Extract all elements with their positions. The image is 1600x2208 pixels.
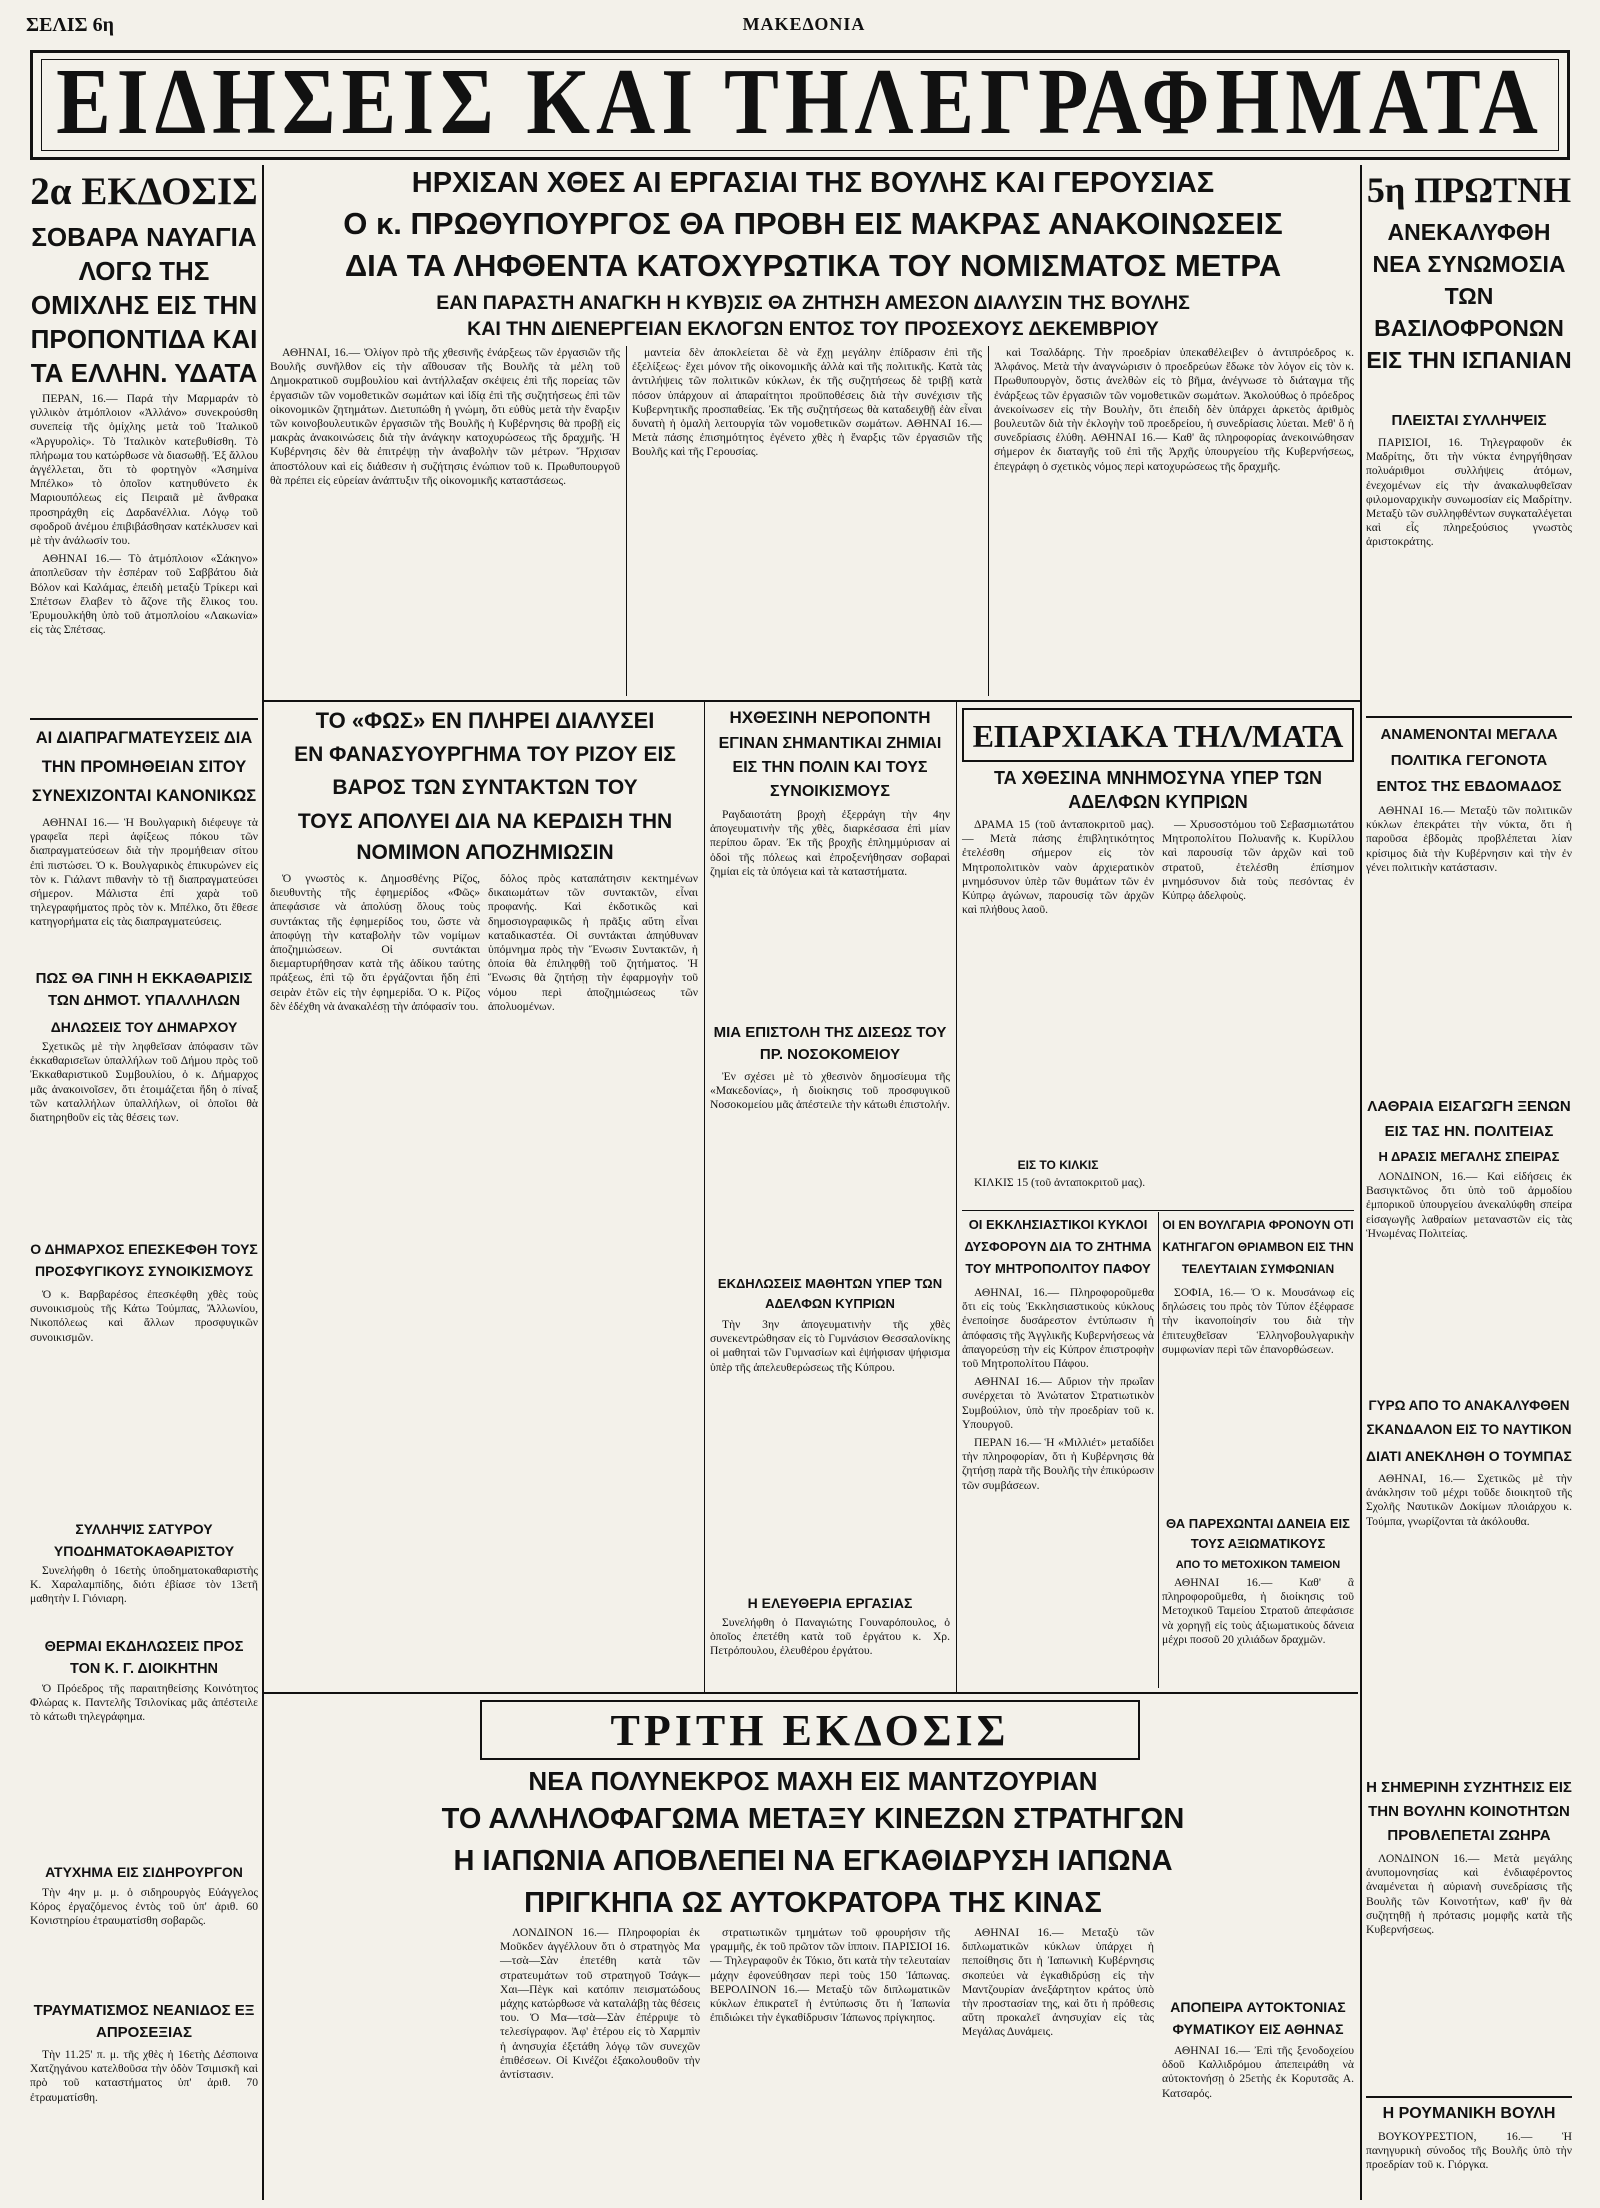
third-headline-manchuria: ΝΕΑ ΠΟΛΥΝΕΚΡΟΣ ΜΑΧΗ ΕΙΣ ΜΑΝΤΖΟΥΡΙΑΝ: [528, 1766, 1098, 1796]
eparchiaka-article-col1: ΔΡΑΜΑ 15 (τοῦ ἀνταποκριτοῦ μας).— Μετὰ πάσης ἐπιβλητικότητος ἐτελέσθη σήμερον εἰς τὸν Μητροπολιτικὸν ναὸν ἀρχιερατικὸν μνημόσυνον ὑπὲρ τῶν θυμάτων τῶν ἐν Κύπρῳ ἀγώνων, παρουσίᾳ τῶν ἀρχῶν καὶ πλήθους λαοῦ.: [962, 818, 1154, 917]
main-article-col3: καὶ Τσαλδάρης. Τὴν προεδρίαν ὑπεκαθέλειβεν ὁ ἀντιπρόεδρος κ. Ἀλφάνος. Μετὰ τὴν ἀναγνώρισιν ὁ προεδρεύων ἔδωκε τὸν λόγον εἰς τὸν κ. Πρωθυπουργὸν, ὅστις ἀνελθὼν εἰς τὸ βῆμα, ἀνέγνωσε τὸ διάταγμα τῆς ἐνάρξεως τῶν ἐργασιῶν τῶν νομοθετικῶν σωμάτων. Ἀκολούθως ὁ πρόεδρος ἀνεκοίνωσεν εἰς τὴν Βουλὴν, ὅτι ἐπειδὴ δὲν ὑπάρχει ἀρκετὸς ἀριθμὸς βουλευτῶν διὰ τὴν ἐκλογὴν τοῦ προεδρείου, ἡ συνεδρίασις λύεται. Μεθ' ὃ ἡ συνεδρίασις ἐλύθη. ΑΘΗΝΑΙ 16.— Καθ' ἃς πληροφορίας ἀνεκοινώθησαν σήμερον ἐκ διαταγῆς τοῦ ἐπὶ τῆς Ἀρχῆς ὑπουργείου τῆς Κυβερνήσεως, ἐπεγράφη ὁ σχετικὸς νόμος περὶ κατοχυρώσεως τῆς δραχμῆς.: [994, 346, 1354, 473]
section-banner: [30, 50, 1570, 160]
riza-article-col2: δόλος πρὸς καταπάτησιν κεκτημένων δικαιωμάτων τῶν συντακτῶν, εἶναι προφανής. Καὶ ἐκδοτικῶς καὶ δημοσιογραφικῶς ἡ πρᾶξις αὕτη εἶναι καταδικαστέα. Οἱ συντάκται ἀπηύθυναν ὑπόμνημα πρὸς τὴν Ἕνωσιν Συντακτῶν, ἡ ὁποία θὰ ἐπιληφθῇ τοῦ ζητήματος. Ἡ Ἕνωσις θὰ ζητήσῃ τὴν ἐφαρμογὴν τοῦ νόμου περὶ ἀποζημιώσεως τῶν ἀπολυομένων.: [488, 872, 698, 1013]
left-headline-municipal: ΠΩΣ ΘΑ ΓΙΝΗ Η ΕΚΚΑΘΑΡΙΣΙΣ ΤΩΝ ΔΗΜΟΤ. ΥΠΑΛΛΗΛΩΝ: [35, 970, 253, 1009]
loans-article: ΑΘΗΝΑΙ 16.— Καθ' ἃ πληροφοροῦμεθα, ἡ διοίκησις τοῦ Μετοχικοῦ Ταμείου Στρατοῦ ἀπεφάσισε νὰ χορηγῇ εἰς τοὺς ἀξιωματικοὺς δάνεια μέχρι ποσοῦ 20 χιλιάδων δραχμῶν.: [1162, 1576, 1354, 1646]
left-subhead-mayor: ΔΗΛΩΣΕΙΣ ΤΟΥ ΔΗΜΑΡΧΟΥ: [50, 1019, 238, 1035]
column-rule: [704, 702, 705, 1692]
eparchiaka-banner: ΕΠΑΡΧΙΑΚΑ ΤΗΛ/ΜΑΤΑ: [972, 718, 1344, 754]
newspaper-name: ΜΑΚΕΔΟΝΙΑ: [742, 14, 866, 34]
right-article-scandal: ΑΘΗΝΑΙ, 16.— Σχετικῶς μὲ τὴν ἀνάκλησιν τοῦ μέχρι τοῦδε διοικητοῦ τῆς Σχολῆς Ναυτικῶν Δοκίμων πλοιάρχου κ. Τούμπα, γνωρίζονται τὰ ἀκόλουθα.: [1366, 1472, 1572, 1528]
labor-headline: Η ΕΛΕΥΘΕΡΙΑ ΕΡΓΑΣΙΑΣ: [747, 1595, 913, 1611]
labor-article: Συνελήφθη ὁ Παναγιώτης Γουναρόπουλος, ὁ ὁποῖος ἐπετέθη κατὰ τοῦ ἐργάτου κ. Χρ. Πετρόπουλου, ἐλευθέρου ἐργάτου.: [710, 1616, 950, 1658]
horizontal-rule: [264, 700, 1360, 702]
left-article-municipal: Σχετικῶς μὲ τὴν ληφθεῖσαν ἀπόφασιν τῶν ἐκκαθαρισεῖων ὑπαλλήλων τοῦ Δήμου πρὸς τοῦ Ἐκκαθαριστικοῦ Συμβουλίου, ὁ κ. Δήμαρχος μᾶς ἀνακοινοῖσεν, ὅτι ἐτοιμάζεται ἤδη ὁ πίναξ τῶν καταλλήλων ὑπαλλήλων, οἱ ὁποῖοι θὰ διατηρηθοῦν εἰς τὰς θέσεις των.: [30, 1040, 258, 1125]
right-article-commons: ΛΟΝΔΙΝΟΝ 16.— Μετὰ μεγάλης ἀνυπομονησίας καὶ ἐνδιαφέροντος ἀναμένεται ἡ αὐριανὴ συνεδρίασις τῆς Βουλῆς τῶν Κοινοτήτων, καθ' ἣν θὰ συζητηθῇ ἡ πρότασις μομφῆς κατὰ τῆς Κυβερνήσεως.: [1366, 1852, 1572, 1937]
paphos-article: ΑΘΗΝΑΙ, 16.— Πληροφοροῦμεθα ὅτι εἰς τοὺς Ἐκκλησιαστικοὺς κύκλους ἐνεποίησε δυσάρεστον ἐντύπωσιν ἡ ἀπόφασις τῆς Ἀγγλικῆς Κυβερνήσεως νὰ ἀπαγορεύσῃ τὴν εἰς Κύπρον ἐπιστροφὴν τοῦ Μητροπολίτου Πάφου. ΑΘΗΝΑΙ 16.— Αὔριον τὴν πρωΐαν συνέρχεται τὸ Ἀνώτατον Στρατιωτικὸν Συμβούλιον, ὑπὸ τὴν προεδρίαν τοῦ κ. Υπουργοῦ. ΠΕΡΑΝ 16.— Ἡ «Μιλλιέτ» μεταδίδει τὴν πληροφορίαν, ὅτι ἡ Κυβέρνησις θὰ ζητήσῃ παρὰ τῆς Βουλῆς τὴν ἐπικύρωσιν τῶν συμβάσεων.: [962, 1286, 1154, 1492]
neropontis-headline: ΗΧΘΕΣΙΝΗ ΝΕΡΟΠΟΝΤΗ: [729, 708, 931, 727]
left-article-governor: Ὁ Πρόεδρος τῆς παραιτηθείσης Κοινότητος Φλώρας κ. Παντελῆς Τσιλονίκας μᾶς ἀπέστειλε τὸ κάτωθι τηλεγράφημα.: [30, 1682, 258, 1724]
right-subhead-ring: Η ΔΡΑΣΙΣ ΜΕΓΑΛΗΣ ΣΠΕΙΡΑΣ: [1378, 1149, 1560, 1164]
riza-headline-fos: ΤΟ «ΦΩΣ» ΕΝ ΠΛΗΡΕΙ ΔΙΑΛΥΣΕΙ: [315, 708, 655, 733]
main-article-col1: ΑΘΗΝΑΙ, 16.— Ὀλίγον πρὸ τῆς χθεσινῆς ἐνάρξεως τῶν ἐργασιῶν τῆς Βουλῆς συνῆλθον εἰς τὴν αἴθουσαν τῆς Βουλῆς τὰ μέλη τοῦ Δημοκρατικοῦ συμβουλίου καὶ ἀντήλλαξαν σκέψεις ἐπὶ τῆς πορείας τῶν ἐργασιῶν τῶν νομοθετικῶν σωμάτων καὶ ἰδίᾳ ἐπὶ τῆς συζητήσεως ἐπὶ τῶν οἰκονομικῶν ζητημάτων. Διετυπώθη ἡ γνώμη, ὅτι εὐθὺς μετὰ τὴν ἔναρξιν τῶν κοινοβουλευτικῶν ἐργασιῶν τῆς Βουλῆς ἡ Κυβέρνησις θὰ προβῇ εἰς μακρὰς ἀνακοινώσεις διὰ τὴν ἀνάγκην κατοχυρώσεως τῆς δραχμῆς. Ἡ Κυβέρνησις δὲν θὰ ἐπιτρέψῃ τὴν ἀναβολὴν τῶν μέτρων. Ἥρχισαν ἀποστόλουν καὶ εἰς διάθεσιν ἡ συζήτησις ἐνώπιον τοῦ κ. Πρωθυπουργοῦ θὰ πρέπει εἰς εὐρείαν ἀνάπτυξιν τῆς οἰκονομικῆς καταστάσεως.: [270, 346, 620, 487]
left-headline-mayor-visit: Ο ΔΗΜΑΡΧΟΣ ΕΠΕΣΚΕΦΘΗ ΤΟΥΣ ΠΡΟΣΦΥΓΙΚΟΥΣ ΣΥΝΟΙΚΙΣΜΟΥΣ: [30, 1241, 258, 1279]
page-number: ΣΕΛΙΣ 6η: [26, 14, 114, 36]
main-headline-elections: ΚΑΙ ΤΗΝ ΔΙΕΝΕΡΓΕΙΑΝ ΕΚΛΟΓΩΝ ΕΝΤΟΣ ΤΟΥ ΠΡΟΣΕΧΟΥΣ ΔΕΚΕΜΒΡΙΟΥ: [467, 318, 1159, 340]
riza-article-col1: Ὁ γνωστὸς κ. Δημοσθένης Ρίζος, διευθυντὴς τῆς ἐφημερίδος «Φῶς» ἀπεφάσισε νὰ ἀπολύσῃ ὅλους τοὺς συντάκτας τῆς ἐφημερίδος του, ὥστε νὰ ἀποφύγῃ τὴν καταβολὴν τῶν νομίμων ἀποζημιώσεων. Οἱ συντάκται διεμαρτυρήθησαν κατὰ τῆς ἀδίκου ταύτης πράξεως, ἐπὶ τῷ ὅτι ἐργάζονται ἤδη ἐπὶ σειρὰν ἐτῶν εἰς τὴν ἐφημερίδα. Ὁ κ. Ρίζος δὲν ἐδέχθη νὰ ἀνακαλέσῃ τὴν ἀπόφασίν του.: [270, 872, 480, 1013]
main-headline-dissolution: ΕΑΝ ΠΑΡΑΣΤΗ ΑΝΑΓΚΗ Η ΚΥΒ)ΣΙΣ ΘΑ ΖΗΤΗΣΗ ΑΜΕΣΟΝ ΔΙΑΛΥΣΙΝ ΤΗΣ ΒΟΥΛΗΣ: [436, 292, 1190, 314]
neropontis-article: Ραγδαιοτάτη βροχὴ ἐξερράγη τὴν 4ην ἀπογευματινὴν τῆς χθὲς, διαρκέσασα ἐπὶ μίαν περίπου ὥραν. Ἐκ τῆς βροχῆς ἐπλημμύρισαν αἱ ὁδοὶ τῆς πόλεως καὶ ἐπροξενήθησαν σοβαραὶ ζημίαι εἰς τὰ ὑπόγεια καὶ τὰ καταστήματα.: [710, 808, 950, 878]
right-article-political: ΑΘΗΝΑΙ 16.— Μεταξὺ τῶν πολιτικῶν κύκλων ἐπεκράτει τὴν νύκτα, ὅτι ἡ παροῦσα ἑβδομὰς προβλέπεται λίαν κρίσιμος διὰ τὴν Κυβέρνησιν καὶ τὴν ἐν γένει πολιτικὴν κατάστασιν.: [1366, 804, 1572, 874]
students-article: Τὴν 3ην ἀπογευματινὴν τῆς χθὲς συνεκεντρώθησαν εἰς τὸ Γυμνάσιον Θεσσαλονίκης οἱ μαθηταὶ τῶν Γυμνασίων καὶ ἐψήφισαν ψήφισμα ὑπὲρ τῆς ἀπελευθερώσεως τῆς Κύπρου.: [710, 1318, 950, 1374]
hospital-article: Ἐν σχέσει μὲ τὸ χθεσινὸν δημοσίευμα τῆς «Μακεδονίας», ἡ διοίκησις τοῦ προσφυγικοῦ Νοσοκομείου μᾶς ἀπέστειλε τὴν κάτωθι ἐπιστολήν.: [710, 1070, 950, 1112]
right-headline-commons: Η ΣΗΜΕΡΙΝΗ ΣΥΖΗΤΗΣΙΣ ΕΙΣ ΤΗΝ ΒΟΥΛΗΝ ΚΟΙΝΟΤΗΤΩΝ ΠΡΟΒΛΕΠΕΤΑΙ ΖΩΗΡΑ: [1366, 1779, 1572, 1844]
loans-headline: ΘΑ ΠΑΡΕΧΩΝΤΑΙ ΔΑΝΕΙΑ ΕΙΣ ΤΟΥΣ ΑΞΙΩΜΑΤΙΚΟΥΣ: [1166, 1516, 1350, 1551]
kilkis-subhead: ΕΙΣ ΤΟ ΚΙΛΚΙΣ: [1017, 1158, 1099, 1172]
bulgaria-article: ΣΟΦΙΑ, 16.— Ὁ κ. Μουσάνωφ εἰς δηλώσεις του πρὸς τὸν Τύπον ἐξέφρασε τὴν ἱκανοποίησίν του διὰ τὴν ἐπιτευχθεῖσαν Ἑλληνοβουλγαρικὴν συμφωνίαν περὶ τῶν ἐπανορθώσεων.: [1162, 1286, 1354, 1356]
main-article-col2: μαντεία δὲν ἀποκλείεται δὲ νὰ ἔχῃ μεγάλην ἐπίδρασιν ἐπὶ τῆς ἐξελίξεως· ἔχει μόνον τῆς οἰκονομικῆς ἀλλὰ καὶ τῆς πολιτικῆς. Κατὰ τὰς ἀντιλήψεις τῶν πολιτικῶν κύκλων, ἐκ τῆς συζητήσεως δὲ τριβῇ κατὰ πόσον ὑπάρχουν αἱ ἀπαραίτητοι προϋποθέσεις διὰ τὴν συνέχισιν τῆς Κυβερνητικῆς προσπαθείας. Ἐκ τῆς συζητήσεως θὰ καταδειχθῇ ἐὰν εἶναι δυνατὴ ἡ ὁμαλὴ λειτουργία τῶν νομοθετικῶν σωμάτων. ΑΘΗΝΑΙ 16.— Μετὰ πάσης ἐπισημότητος ἐγένετο χθὲς ἡ ἔναρξις τῶν ἐργασιῶν τῆς Βουλῆς καὶ τῆς Γερουσίας.: [632, 346, 982, 459]
left-article-shipwrecks: ΠΕΡΑΝ, 16.— Παρά τὴν Μαρμαράν τὸ γιλλικὸν ἀτμόπλοιον «Ἀλλάνο» συνεκρούσθη συνεπείᾳ τῆς ὁμίχλης μετὰ τοῦ Ἰταλικοῦ «Ἀργυρολὶς». Τὸ Ἰταλικὸν κατεβυθίσθη. Τὸ πλήρωμα του κατώρθωσε νὰ διασωθῇ. Ἐξ ἄλλου ἀγγέλλεται, ὅτι τὸ φορτηγὸν «Ἀσημίνα Μπέλκο» τὸ ὁποῖον κατηυθύνετο ἐκ Μαριουπόλεως εἰς Πειραιᾶ μὲ ἄνθρακα προσηράχθη εἰς Δαρδανέλλια. Λόγῳ τοῦ σφοδροῦ ἀνέμου ἐπιβιβάσθησαν κατέκλυσεν καὶ μὲ τὴν ἀνάλωσίν του. ΑΘΗΝΑΙ 16.— Τὸ ἀτμόπλοιον «Σάκηνο» ἀποπλεῦσαν τὴν ἑσπέραν τοῦ Σαββάτου διὰ Βόλον καὶ Καλάμας, ἐπειδὴ μεταξὺ Τρίκερι καὶ Σπέτσων ἔλαβεν τὸ ἄζονε τῆς ἕλικος του. Ἐρυμουλκήθη ὑπὸ τοῦ ἀτμοπλοίου «Λακωνία» εἰς τὰς Σπέτσας.: [30, 392, 258, 637]
left-edition-label: 2α ΕΚΔΟΣΙΣ: [30, 170, 258, 213]
column-rule: [956, 702, 957, 1692]
right-article-smuggling: ΛΟΝΔΙΝΟΝ, 16.— Καὶ εἰδήσεις ἐκ Βασιγκτῶνος ὅτι ὑπὸ τοῦ ἀρμοδίου ἐμπορικοῦ ὑπουργείου ἀνεκαλύφθη σπείρα εἰσαγωγῆς λαθραίων μεταναστῶν εἰς τὰς Ἡνωμένας Πολιτείας.: [1366, 1170, 1572, 1240]
kilkis-article: ΚΙΛΚΙΣ 15 (τοῦ ἀνταποκριτοῦ μας).: [974, 1176, 1146, 1189]
right-article-conspiracy: ΠΑΡΙΣΙΟΙ, 16. Τηλεγραφοῦν ἐκ Μαδρίτης, ὅτι τὴν νύκτα ἐνηργήθησαν πολυάριθμοι συλλήψεις ἀτόμων, ἐνεχομένων εἰς τὴν ἀνακαλυφθεῖσαν φιλομοναρχικὴν συνωμοσίαν εἰς Μαδρίτην. Μεταξὺ τῶν συλληφθέντων συγκαταλέγεται καὶ εἷς πληρεξούσιος γνωστὸς ἀριστοκράτης.: [1366, 436, 1572, 549]
bulgaria-headline: ΟΙ ΕΝ ΒΟΥΛΓΑΡΙΑ ΦΡΟΝΟΥΝ ΟΤΙ ΚΑΤΗΓΑΓΟΝ ΘΡΙΑΜΒΟΝ ΕΙΣ ΤΗΝ ΤΕΛΕΥΤΑΙΑΝ ΣΥΜΦΩΝΙΑΝ: [1162, 1218, 1354, 1276]
eparchiaka-headline: ΤΑ ΧΘΕΣΙΝΑ ΜΝΗΜΟΣΥΝΑ ΥΠΕΡ ΤΩΝ ΑΔΕΛΦΩΝ ΚΥΠΡΙΩΝ: [993, 768, 1323, 812]
right-edition-label: 5η ΠΡΩΤΝΗ: [1366, 170, 1572, 210]
left-article-injury: Τὴν 11.25' π. μ. τῆς χθὲς ἡ 16ετὴς Δέσποινα Χατζηγάνου κατελθοῦσα τὴν ὁδὸν Τσιμισκῆ καὶ πρὸ τοῦ καταστήματος ὑπ' ἀριθ. 70 ἐτραυματίσθη.: [30, 2048, 258, 2104]
left-headline-wheat: ΑΙ ΔΙΑΠΡΑΓΜΑΤΕΥΣΕΙΣ ΔΙΑ ΤΗΝ ΠΡΟΜΗΘΕΙΑΝ ΣΙΤΟΥ ΣΥΝΕΧΙΖΟΝΤΑΙ ΚΑΝΟΝΙΚΩΣ: [31, 729, 257, 805]
left-headline-arrest: ΣΥΛΛΗΨΙΣ ΣΑΤΥΡΟΥ ΥΠΟΔΗΜΑΤΟΚΑΘΑΡΙΣΤΟΥ: [53, 1521, 235, 1559]
third-article-col2: στρατιωτικῶν τμημάτων τοῦ φρουρήσιν τῆς γραμμῆς, ἐκ τοῦ πρῶτον τῶν ἱπποιν. ΠΑΡΙΣΙΟΙ 16.— Τηλεγραφοῦν ἐκ Τόκιο, ὅτι κατὰ τὴν τελευταίαν μάχην ἐφονεύθησαν περὶ τοὺς 150 Ἰάπωνας. ΒΕΡΟΛΙΝΟΝ 16.— Μεταξὺ τῶν διπλωματικῶν κύκλων ἐπικρατεῖ ἡ ἐντύπωσις ὅτι ἡ Ἰαπωνία ἐπιδιώκει τὴν ἐγκαθίδρυσιν Ἰάπωνος πρίγκηπος.: [710, 1926, 950, 2025]
left-article-mayor-visit: Ὁ κ. Βαρβαρέσος ἐπεσκέφθη χθὲς τοὺς συνοικισμοὺς τῆς Κάτω Τούμπας, Ἄλλωνίου, Νικοπόλεως καὶ ἄλλων προσφυγικῶν συνοικισμῶν.: [30, 1288, 258, 1344]
column-rule: [626, 346, 627, 696]
third-headline-japan: Η ΙΑΠΩΝΙΑ ΑΠΟΒΛΕΠΕΙ ΝΑ ΕΓΚΑΘΙΔΡΥΣΗ ΙΑΠΩΝΑ: [453, 1845, 1173, 1877]
suicide-headline: ΑΠΟΠΕΙΡΑ ΑΥΤΟΚΤΟΝΙΑΣ ΦΥΜΑΤΙΚΟΥ ΕΙΣ ΑΘΗΝΑΣ: [1170, 1999, 1346, 2037]
third-article-col3: ΑΘΗΝΑΙ 16.— Μεταξὺ τῶν διπλωματικῶν κύκλων ὑπάρχει ἡ πεποίθησις ὅτι ἡ Ἰαπωνικὴ Κυβέρνησις σκοπεύει νὰ ἐγκαθιδρύσῃ εἰς τὴν Μαντζουρίαν ἀνεξάρτητον κράτος ὑπὸ τὴν προστασίαν της, καὶ ὅτι ἡ πρόθεσις αὕτη προκαλεῖ ἀνησυχίαν εἰς τὰς Μεγάλας Δυνάμεις.: [962, 1926, 1154, 2039]
paphos-headline: ΟΙ ΕΚΚΛΗΣΙΑΣΤΙΚΟΙ ΚΥΚΛΟΙ ΔΥΣΦΟΡΟΥΝ ΔΙΑ ΤΟ ΖΗΤΗΜΑ ΤΟΥ ΜΗΤΡΟΠΟΛΙΤΟΥ ΠΑΦΟΥ: [964, 1217, 1152, 1276]
column-rule: [1158, 1212, 1159, 1688]
main-headline-currency: ΔΙΑ ΤΑ ΛΗΦΘΕΝΤΑ ΚΑΤΟΧΥΡΩΤΙΚΑ ΤΟΥ ΝΟΜΙΣΜΑΤΟΣ ΜΕΤΡΑ: [344, 248, 1282, 283]
left-headline-injury: ΤΡΑΥΜΑΤΙΣΜΟΣ ΝΕΑΝΙΔΟΣ ΕΞ ΑΠΡΟΣΕΞΙΑΣ: [33, 2002, 255, 2041]
third-article-col1: ΛΟΝΔΙΝΟΝ 16.— Πληροφορίαι ἐκ Μοῦκδεν ἀγγέλλουν ὅτι ὁ στρατηγὸς Μα—τσὰ—Σὰν ἐπετέθη κατὰ τῶν στρατευμάτων τοῦ στρατηγοῦ Τσάγκ—Χαι—Πὲγκ καὶ κατόπιν πεισματώδους μάχης κατώρθωσε νὰ καταλάβῃ τὰς θέσεις του. Ὁ Μα—τσὰ—Σὰν ἐπέρριψε τὸ τελεσίγραφον. Ἀφ' ἑτέρου εἰς τὸ Χαρμπὶν ἡ ἀνησυχία ἐξετάθη λόγῳ τῶν συνεχῶν ἐπιθέσεων. Οἱ Κινέζοι ἐξακολουθοῦν τὴν ἀντίστασιν.: [500, 1926, 700, 2082]
left-article-arrest: Συνελήφθη ὁ 16ετὴς ὑποδηματοκαθαριστὴς Κ. Χαραλαμπίδης, διότι ἐβίασε τὸν 13ετῆ μαθητὴν Ι. Γιόνιαρη.: [30, 1564, 258, 1606]
riza-headline-act: ΕΝ ΦΑΝΑΣΥΟΥΡΓΗΜΑ ΤΟΥ ΡΙΖΟΥ ΕΙΣ ΒΑΡΟΣ ΤΩΝ ΣΥΝΤΑΚΤΩΝ ΤΟΥ: [294, 743, 676, 799]
main-headline-premier: Ο κ. ΠΡΩΘΥΠΟΥΡΓΟΣ ΘΑ ΠΡΟΒΗ ΕΙΣ ΜΑΚΡΑΣ ΑΝΑΚΟΙΝΩΣΕΙΣ: [343, 206, 1283, 241]
left-rule: [30, 718, 258, 720]
right-subhead-arrests: ΠΛΕΙΣΤΑΙ ΣΥΛΛΗΨΕΙΣ: [1391, 412, 1547, 429]
eparchiaka-banner-box: [962, 708, 1354, 762]
horizontal-rule: [962, 1210, 1354, 1211]
right-subhead-toumbas: ΔΙΑΤΙ ΑΝΕΚΛΗΘΗ Ο ΤΟΥΜΠΑΣ: [1366, 1448, 1572, 1464]
suicide-article: ΑΘΗΝΑΙ 16.— Ἐπὶ τῆς ξενοδοχείου ὁδοῦ Καλλιδρόμου ἀπεπειράθη νὰ αὐτοκτονήσῃ ὁ 25ετὴς ἐκ Κορυτσᾶς Α. Κατσαρός.: [1162, 2044, 1354, 2100]
right-headline-conspiracy: ΑΝΕΚΑΛΥΦΘΗ ΝΕΑ ΣΥΝΩΜΟΣΙΑ ΤΩΝ ΒΑΣΙΛΟΦΡΟΝΩΝ ΕΙΣ ΤΗΝ ΙΣΠΑΝΙΑΝ: [1366, 219, 1572, 373]
right-headline-political: ΑΝΑΜΕΝΟΝΤΑΙ ΜΕΓΑΛΑ ΠΟΛΙΤΙΚΑ ΓΕΓΟΝΟΤΑ ΕΝΤΟΣ ΤΗΣ ΕΒΔΟΜΑΔΟΣ: [1376, 726, 1562, 795]
neropontis-subheadline: ΕΓΙΝΑΝ ΣΗΜΑΝΤΙΚΑΙ ΖΗΜΙΑΙ ΕΙΣ ΤΗΝ ΠΟΛΙΝ ΚΑΙ ΤΟΥΣ ΣΥΝΟΙΚΙΣΜΟΥΣ: [718, 735, 942, 800]
right-headline-scandal: ΓΥΡΩ ΑΠΟ ΤΟ ΑΝΑΚΑΛΥΦΘΕΝ ΣΚΑΝΔΑΛΟΝ ΕΙΣ ΤΟ ΝΑΥΤΙΚΟΝ: [1366, 1398, 1572, 1437]
right-rule: [1366, 2096, 1572, 2098]
third-headline-prince: ΠΡΙΓΚΗΠΑ ΩΣ ΑΥΤΟΚΡΑΤΟΡΑ ΤΗΣ ΚΙΝΑΣ: [524, 1887, 1102, 1919]
left-article-wheat: ΑΘΗΝΑΙ 16.— Ἡ Βουλγαρικὴ διέφευγε τὰ γραφεῖα περὶ ἀφίξεως πόκου τῶν διαπραγματεύσεων διὰ τὴν προμήθειαν σίτου ἐπὶ πιστώσει. Ὁ κ. Βουλγαρικὸς ἐπικυρώνεν εἰς τὸν κ. Γιάλαντ πιθανὴν τὸ τῇ διαπραγματεύσει σήμερον. Μάλιστα ἐπί χαρὰ τοῦ τηλεγραφήματος πρὸς τὸν κ. Μπέλκο, ὅτι ἔθεσε κατηγορήματα εἰς τὰς διαπραγματεύσεις.: [30, 816, 258, 929]
horizontal-rule: [264, 1692, 1358, 1694]
loans-subhead: ΑΠΟ ΤΟ ΜΕΤΟΧΙΚΟΝ ΤΑΜΕΙΟΝ: [1175, 1559, 1341, 1571]
riza-headline-fires: ΤΟΥΣ ΑΠΟΛΥΕΙ ΔΙΑ ΝΑ ΚΕΡΔΙΣΗ ΤΗΝ ΝΟΜΙΜΟΝ ΑΠΟΖΗΜΙΩΣΙΝ: [297, 810, 673, 864]
right-article-romania: ΒΟΥΚΟΥΡΕΣΤΙΟΝ, 16.— Ἡ πανηγυρικὴ σύνοδος τῆς Βουλῆς ὑπὸ τὴν προεδρίαν τοῦ κ. Γιόργκα.: [1366, 2130, 1572, 2172]
left-headline-accident: ΑΤΥΧΗΜΑ ΕΙΣ ΣΙΔΗΡΟΥΡΓΟΝ: [45, 1864, 243, 1880]
main-headline-parliament: ΗΡΧΙΣΑΝ ΧΘΕΣ ΑΙ ΕΡΓΑΣΙΑΙ ΤΗΣ ΒΟΥΛΗΣ ΚΑΙ ΓΕΡΟΥΣΙΑΣ: [411, 167, 1215, 199]
hospital-headline: ΜΙΑ ΕΠΙΣΤΟΛΗ ΤΗΣ ΔΙΣΕΩΣ ΤΟΥ ΠΡ. ΝΟΣΟΚΟΜΕΙΟΥ: [713, 1024, 947, 1063]
right-headline-romania: Η ΡΟΥΜΑΝΙΚΗ ΒΟΥΛΗ: [1382, 2105, 1556, 2122]
third-edition-banner-box: [480, 1700, 1140, 1760]
right-headline-smuggling: ΛΑΘΡΑΙΑ ΕΙΣΑΓΩΓΗ ΞΕΝΩΝ ΕΙΣ ΤΑΣ ΗΝ. ΠΟΛΙΤΕΙΑΣ: [1367, 1098, 1571, 1140]
page-top-line: [26, 4, 1582, 44]
column-rule: [988, 346, 989, 696]
column-rule: [262, 165, 264, 2200]
students-headline: ΕΚΔΗΛΩΣΕΙΣ ΜΑΘΗΤΩΝ ΥΠΕΡ ΤΩΝ ΑΔΕΛΦΩΝ ΚΥΠΡΙΩΝ: [717, 1276, 943, 1311]
eparchiaka-article-col2: — Χρυσοστόμου τοῦ Σεβασμιωτάτου Μητροπολίτου Πολυανῆς κ. Κυρίλλου καὶ παρουσίᾳ τῶν ἀρχῶν καὶ τοῦ στρατοῦ, ἐτελέσθη ἐπίσημον μνημόσυνον διὰ τοὺς πεσόντας ἐν Κύπρῳ ἀδελφοὺς.: [1162, 818, 1354, 903]
third-edition-banner: ΤΡΙΤΗ ΕΚΔΟΣΙΣ: [610, 1706, 1010, 1755]
left-article-accident: Τὴν 4ην μ. μ. ὁ σιδηρουργὸς Εὐάγγελος Κόρος ἐργαζόμενος ἐντὸς τοῦ ὑπ' ἀριθ. 60 Κονιστηρίου ἐτραυματίσθη σοβαρῶς.: [30, 1886, 258, 1928]
right-rule: [1366, 716, 1572, 718]
banner-title: ΕΙΔΗΣΕΙΣ ΚΑΙ ΤΗΛΕΓΡΑΦΗΜΑΤΑ: [56, 49, 1544, 154]
left-headline-shipwrecks: ΣΟΒΑΡΑ ΝΑΥΑΓΙΑ ΛΟΓΩ ΤΗΣ ΟΜΙΧΛΗΣ ΕΙΣ ΤΗΝ ΠΡΟΠΟΝΤΙΔΑ ΚΑΙ ΤΑ ΕΛΛΗΝ. ΥΔΑΤΑ: [30, 222, 258, 388]
left-headline-governor: ΘΕΡΜΑΙ ΕΚΔΗΛΩΣΕΙΣ ΠΡΟΣ ΤΟΝ Κ. Γ. ΔΙΟΙΚΗΤΗΝ: [44, 1639, 244, 1677]
column-rule: [1360, 165, 1362, 2200]
third-headline-generals: ΤΟ ΑΛΛΗΛΟΦΑΓΩΜΑ ΜΕΤΑΞΥ ΚΙΝΕΖΩΝ ΣΤΡΑΤΗΓΩΝ: [441, 1803, 1185, 1835]
